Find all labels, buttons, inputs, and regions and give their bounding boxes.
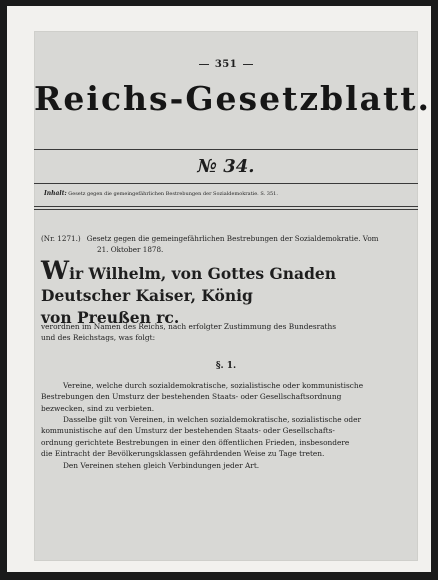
issue-number: № 34. [197,156,255,177]
paragraph-line: ordnung gerichtete Bestrebungen in einer den öffentlichen Frieden, insbesondere [41,437,350,447]
paragraph-1 [41,380,411,414]
law-intro [41,233,411,255]
preamble-line: verordnen im Namen des Reichs, nach erfolgter Zustimmung des Bundesraths [41,322,337,331]
law-number: (Nr. 1271.) [41,234,81,243]
contents-rule-top [34,206,418,207]
document-page [34,31,432,561]
preamble-line: und des Reichstags, was folgt: [41,333,156,343]
contents-text: Gesetz gegen die gemeingefährlichen Bestrebungen der Sozialdemokratie. S. 351. [68,191,278,197]
paragraph-line: die Eintracht der Bevölkerungsklassen gefährdenden Weise zu Tage treten. [41,449,325,459]
paragraph-line: kommunistische auf den Umsturz der bestehenden Staats- oder Gesellschafts- [41,426,335,436]
paragraph-3 [41,460,411,471]
paragraph-line: Vereine, welche durch sozialdemokratische, sozialistische oder kommunistische [63,381,364,390]
contents-rule-bottom [34,209,418,210]
contents-line [44,190,412,198]
section-heading: §. 1. [215,361,237,371]
dash-right [243,64,253,65]
drop-initial: W [41,256,70,285]
preamble [41,321,411,344]
paragraph-line: Bestrebungen den Umsturz der bestehenden Staats- oder Gesellschaftsordnung [41,392,342,402]
law-date: 21. Oktober 1878. [97,245,164,254]
photo-card [7,6,431,572]
contents-label: Inhalt: [44,190,67,197]
paragraph-2 [41,414,411,460]
issue-rule [34,183,418,184]
heading-line1: ir Wilhelm, von Gottes Gnaden Deutscher Kaiser, König [41,264,337,305]
masthead-title: Reichs-Gesetzblatt. [34,79,432,118]
enactment-heading [41,256,411,329]
heading-line2: von Preußen rc. [41,308,180,327]
paragraph-line: Dasselbe gilt von Vereinen, in welchen sozialdemokratische, sozialistische oder [63,415,362,424]
law-title-line1: Gesetz gegen die gemeingefährlichen Bestrebungen der Sozialdemokratie. Vom [86,234,379,243]
paragraph-line: bezwecken, sind zu verbieten. [41,403,155,413]
page-number: 351 [34,59,418,70]
dash-left [199,64,209,65]
paragraph-line: Den Vereinen stehen gleich Verbindungen jeder Art. [63,461,260,470]
masthead-rule [34,149,418,150]
